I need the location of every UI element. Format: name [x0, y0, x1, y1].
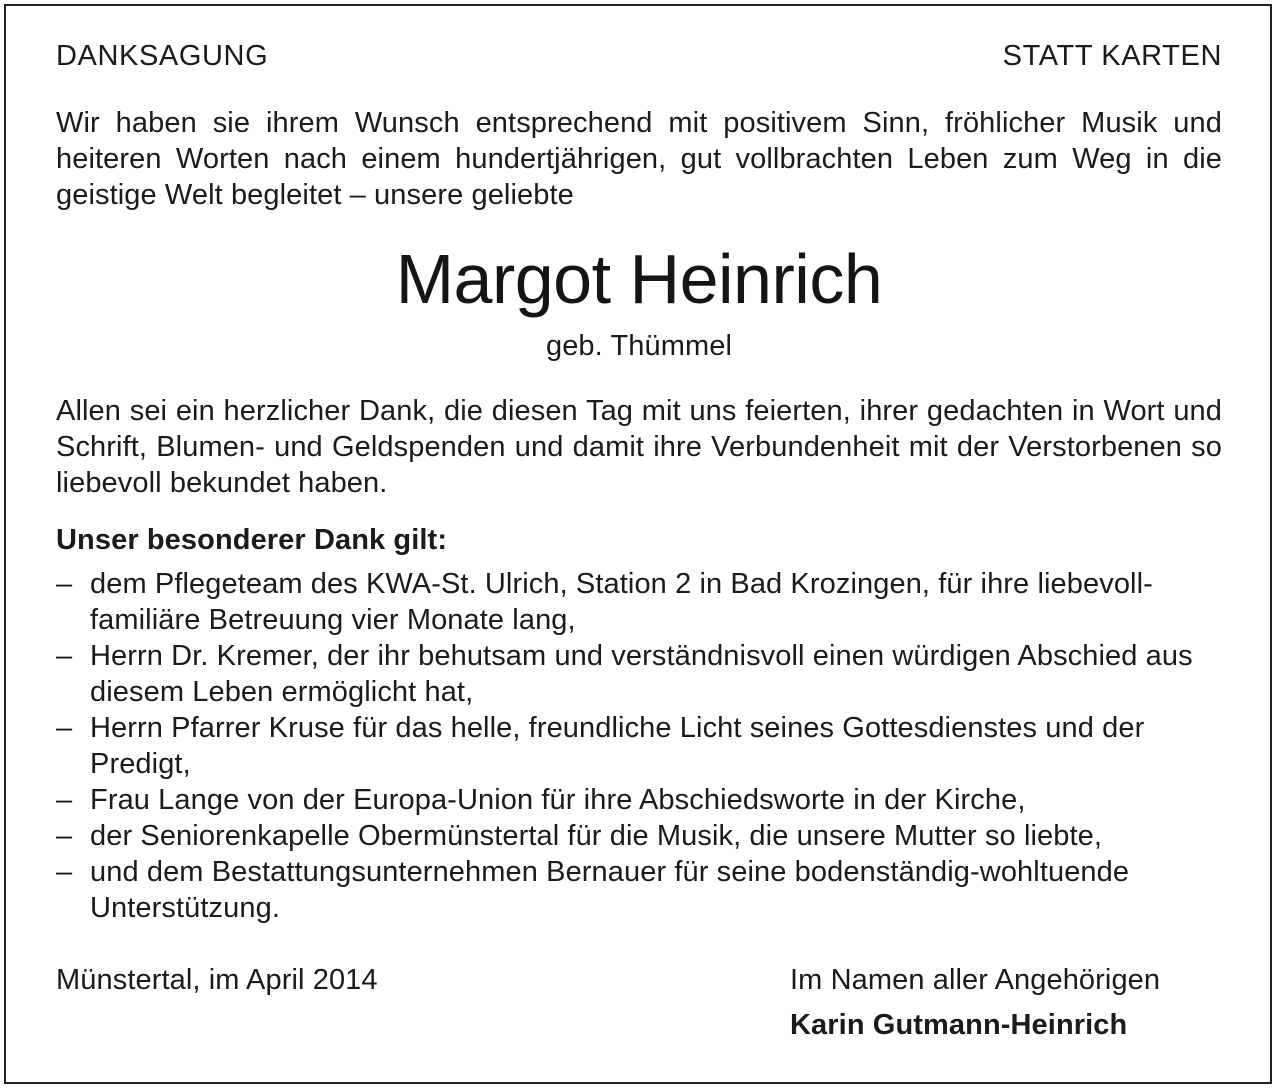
list-item [56, 638, 1222, 710]
list-item [56, 818, 1222, 854]
list-item-text: dem Pflegeteam des KWA-St. Ulrich, Station 2 in Bad Krozingen, für ihre liebevoll-familiäre Betreuung vier Monate lang, [90, 568, 1153, 636]
on-behalf-line: Im Namen aller Angehörigen [790, 964, 1161, 996]
special-thanks-list [56, 566, 1222, 926]
list-item-text: Herrn Dr. Kremer, der ihr behutsam und verständnisvoll einen würdigen Abschied aus diesem Leben ermöglicht hat, [90, 640, 1193, 708]
dash-bullet: – [56, 820, 73, 852]
signature-block [790, 962, 1160, 1043]
signer-name: Karin Gutmann-Heinrich [790, 1009, 1128, 1041]
place-and-date: Münstertal, im April 2014 [56, 964, 378, 996]
dash-bullet: – [56, 568, 73, 600]
dash-bullet: – [56, 712, 73, 744]
list-item [56, 566, 1222, 638]
header-tagline: STATT KARTEN [1002, 40, 1222, 72]
list-item-text: Frau Lange von der Europa-Union für ihre Abschiedsworte in der Kirche, [90, 784, 1026, 816]
list-item [56, 710, 1222, 782]
intro-paragraph: Wir haben sie ihrem Wunsch entsprechend mit positivem Sinn, fröhlicher Musik und heiteren Worten nach einem hundertjährigen, gut vollbrachten Leben zum Weg in die geistige Welt begleitet – unsere geliebte [56, 107, 1222, 211]
header-row [56, 38, 1222, 74]
list-item [56, 782, 1222, 818]
deceased-name: Margot Heinrich [395, 240, 883, 318]
header-title: DANKSAGUNG [56, 40, 269, 72]
thanks-paragraph: Allen sei ein herzlicher Dank, die diesen Tag mit uns feierten, ihrer gedachten in Wort und Schrift, Blumen- und Geldspenden und damit ihre Verbundenheit mit der Verstorbenen so liebevoll bekundet haben. [56, 395, 1222, 499]
dash-bullet: – [56, 784, 73, 816]
list-item-text: der Seniorenkapelle Obermünstertal für die Musik, die unsere Mutter so liebte, [90, 820, 1103, 852]
list-item [56, 854, 1222, 926]
special-thanks-heading: Unser besonderer Dank gilt: [56, 524, 448, 556]
list-item-text: Herrn Pfarrer Kruse für das helle, freundliche Licht seines Gottesdienstes und der Predigt, [90, 712, 1145, 780]
dash-bullet: – [56, 856, 73, 888]
list-item-text: und dem Bestattungsunternehmen Bernauer für seine bodenständig-wohltuende Unterstützung. [90, 856, 1130, 924]
maiden-name: geb. Thümmel [545, 330, 733, 362]
dash-bullet: – [56, 640, 73, 672]
